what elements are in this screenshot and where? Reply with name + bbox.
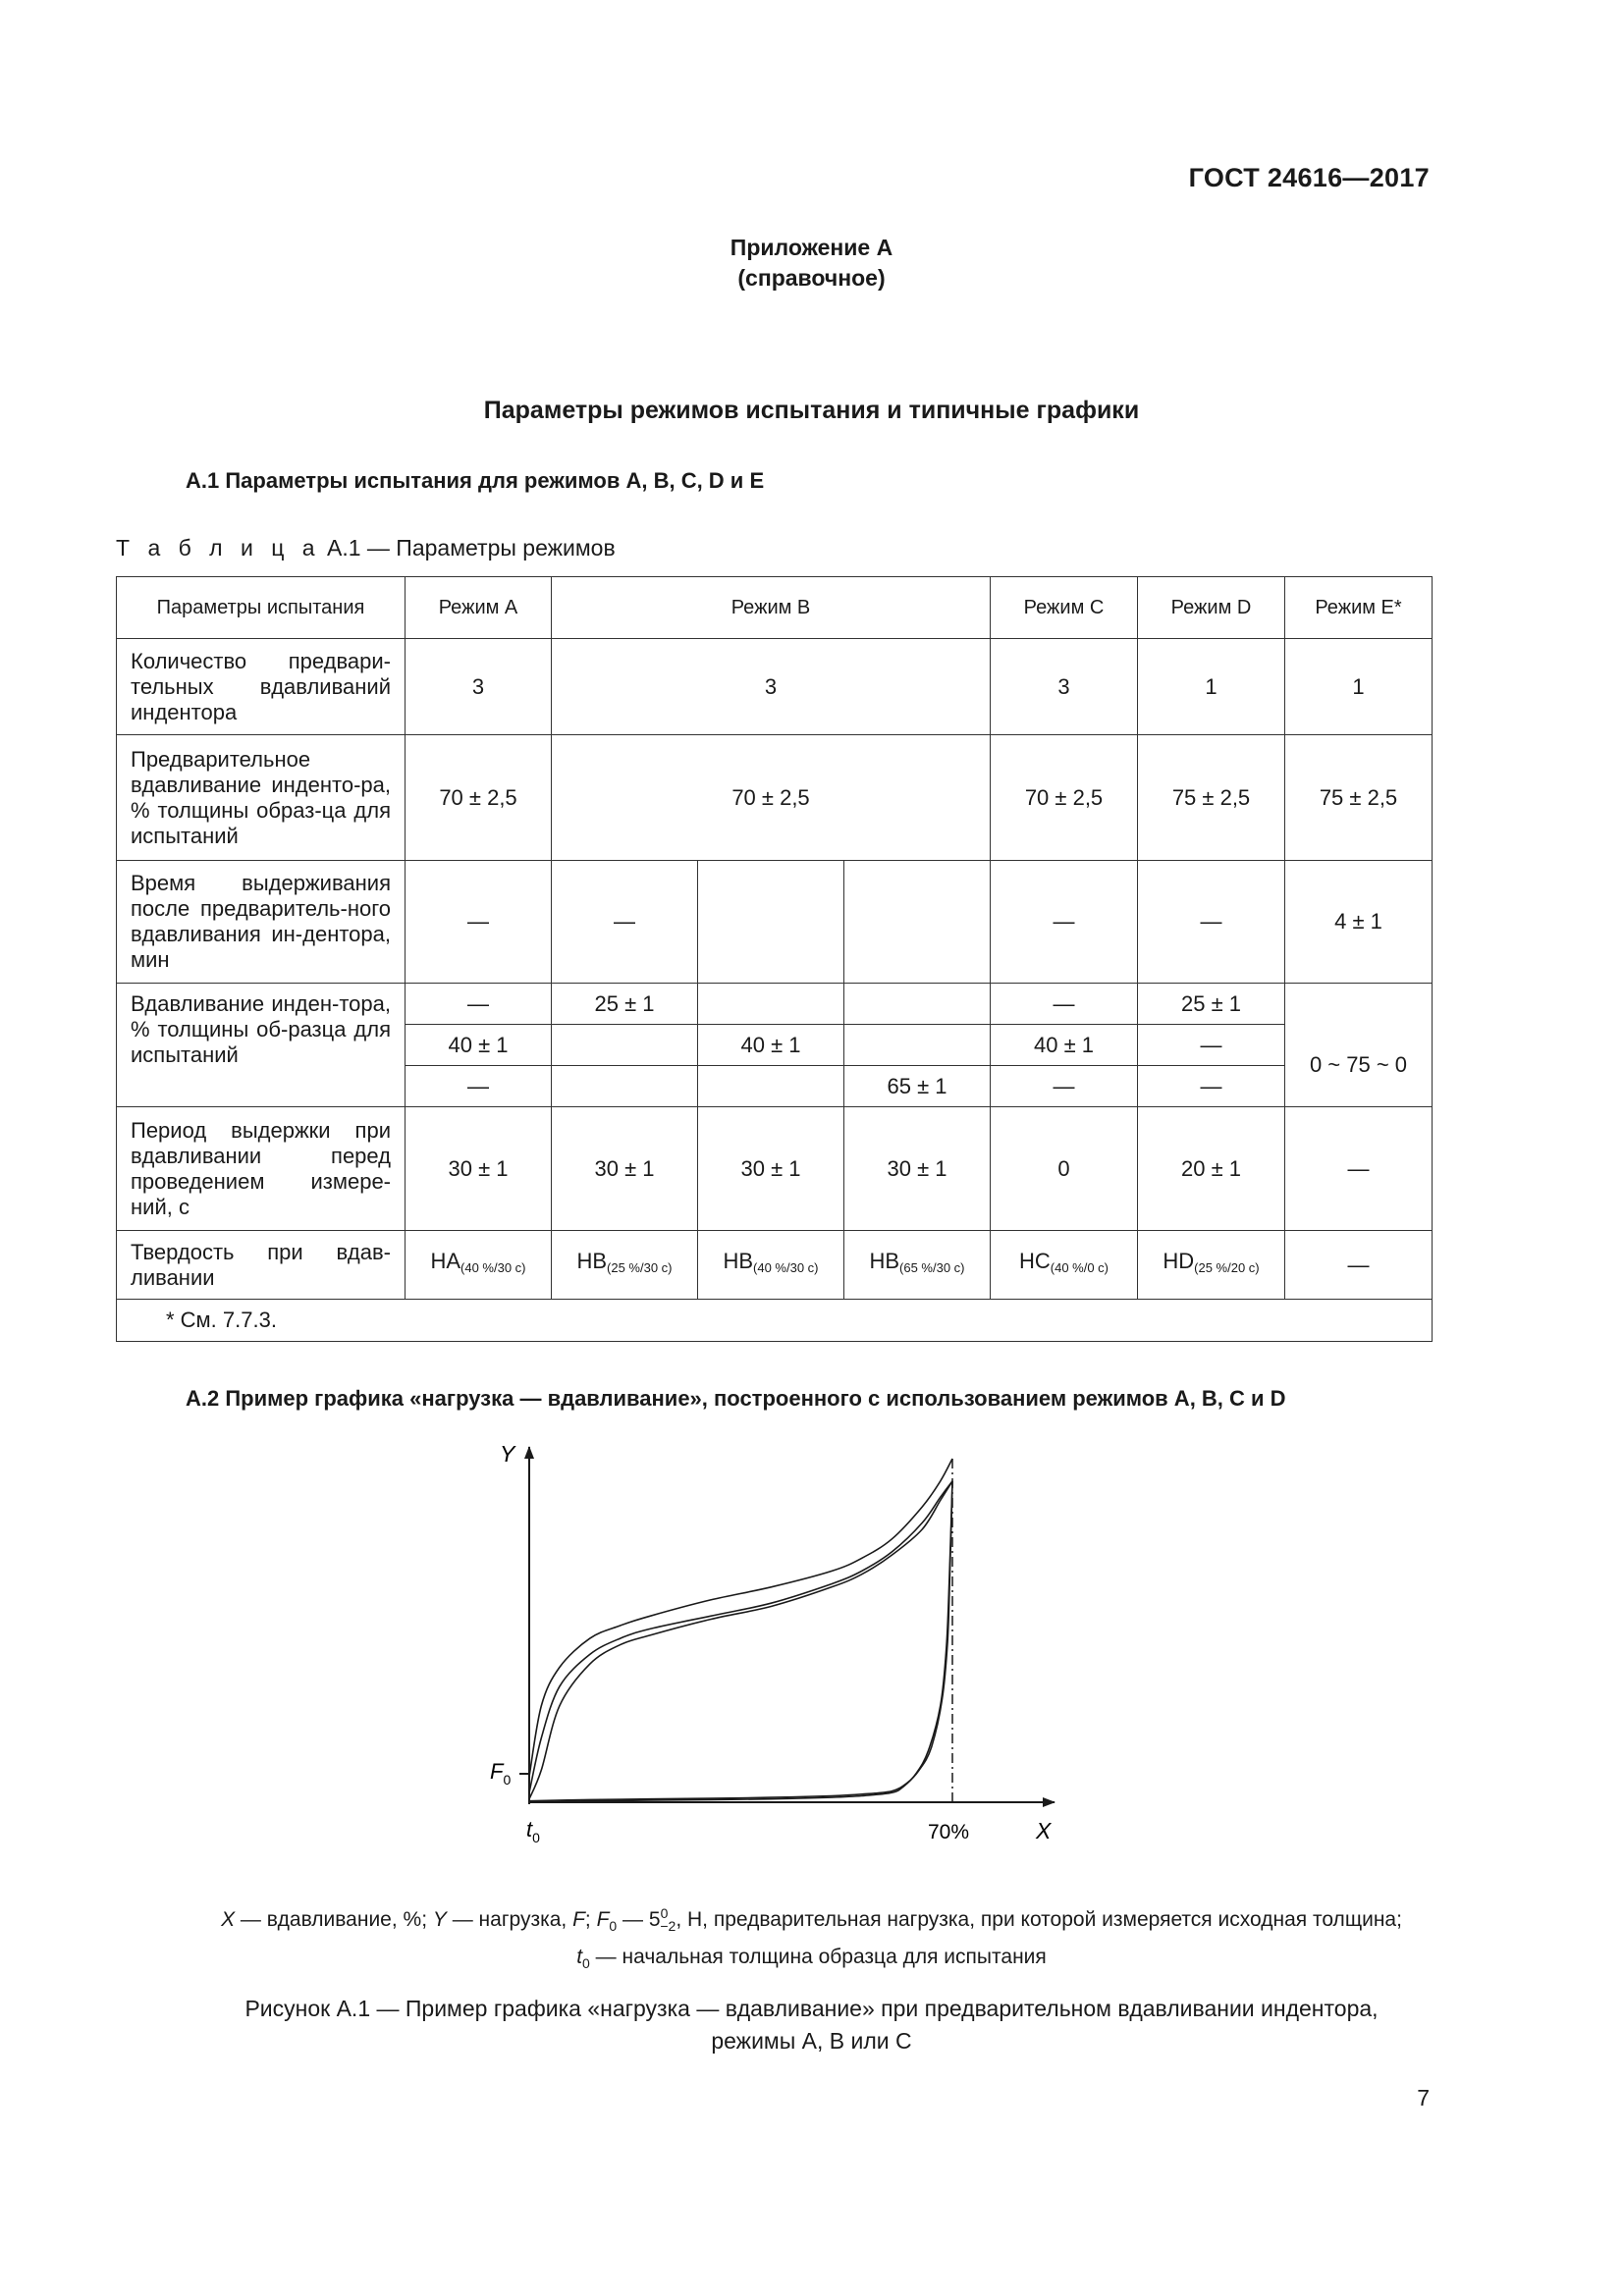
cell-indent-r2-d: — bbox=[1138, 1025, 1285, 1066]
page-number: 7 bbox=[1417, 2085, 1430, 2110]
cell-hold-d: — bbox=[1138, 861, 1285, 984]
row-label-pre: Предварительное вдавливание инденто-ра, % толщины образ-ца для испытаний bbox=[117, 735, 406, 861]
legend-f0-desc: , Н, предварительная нагрузка, при которой измеряется исходная толщина; bbox=[676, 1908, 1402, 1931]
chart-series-line-4 bbox=[529, 1481, 952, 1802]
y-marker-sub: 0 bbox=[503, 1772, 512, 1788]
cell-indent-r3-d: — bbox=[1138, 1066, 1285, 1107]
legend-t0-desc: — начальная толщина образца для испытания bbox=[589, 1946, 1047, 1969]
header-mode-a: Режим A bbox=[406, 577, 552, 639]
legend-f0-tol: −2 bbox=[660, 1918, 676, 1935]
legend-line-2 bbox=[0, 1942, 1623, 1979]
hardness-b2-sub: (40 %/30 c) bbox=[753, 1260, 819, 1275]
table-footnote: * См. 7.7.3. bbox=[117, 1300, 1433, 1342]
chart-series bbox=[529, 1459, 952, 1802]
section-title: Параметры режимов испытания и типичные графики bbox=[483, 397, 1140, 424]
cell-pre-b: 70 ± 2,5 bbox=[552, 735, 991, 861]
cell-indent-r2-a: 40 ± 1 bbox=[406, 1025, 552, 1066]
header-mode-d: Режим D bbox=[1138, 577, 1285, 639]
cell-hold-a: — bbox=[406, 861, 552, 984]
legend-f0-symbol: F bbox=[596, 1908, 610, 1931]
y-marker-symbol: F bbox=[490, 1759, 504, 1784]
x-origin-sub: 0 bbox=[532, 1830, 540, 1845]
chart-series-line-5 bbox=[529, 1481, 952, 1801]
cell-period-c: 0 bbox=[991, 1107, 1138, 1231]
row-label-hold: Время выдерживания после предваритель-ного вдавливания ин-дентора, мин bbox=[117, 861, 406, 984]
x-tick-70: 70% bbox=[928, 1821, 970, 1843]
chart-series-line-1 bbox=[529, 1459, 952, 1777]
cell-indent-r3-a: — bbox=[406, 1066, 552, 1107]
cell-count-e: 1 bbox=[1285, 639, 1433, 735]
y-marker-label bbox=[490, 1759, 511, 1788]
subsection-a1-title: А.1 Параметры испытания для режимов A, B, C, D и E bbox=[186, 468, 765, 493]
cell-period-a: 30 ± 1 bbox=[406, 1107, 552, 1231]
row-label-hardness: Твердость при вдав-ливании bbox=[117, 1231, 406, 1300]
header-mode-e: Режим E* bbox=[1285, 577, 1433, 639]
hardness-b1-symbol: HB bbox=[576, 1249, 608, 1273]
legend-f0-value: — 5 bbox=[617, 1908, 661, 1931]
cell-indent-e: 0 ~ 75 ~ 0 bbox=[1285, 1025, 1433, 1107]
hardness-b3-sub: (65 %/30 c) bbox=[899, 1260, 965, 1275]
cell-indent-r1-c: — bbox=[991, 984, 1138, 1025]
x-origin-label bbox=[526, 1817, 540, 1845]
figure-caption-line-1: Рисунок А.1 — Пример графика «нагрузка — вдавливание» при предварительном вдавливании индентора, bbox=[244, 1996, 1379, 2021]
cell-period-b3: 30 ± 1 bbox=[844, 1107, 991, 1231]
cell-count-a: 3 bbox=[406, 639, 552, 735]
hardness-d-symbol: HD bbox=[1163, 1249, 1195, 1273]
cell-period-b1: 30 ± 1 bbox=[552, 1107, 698, 1231]
cell-pre-a: 70 ± 2,5 bbox=[406, 735, 552, 861]
table-caption-text: А.1 — Параметры режимов bbox=[320, 535, 616, 561]
cell-period-d: 20 ± 1 bbox=[1138, 1107, 1285, 1231]
cell-period-b2: 30 ± 1 bbox=[698, 1107, 844, 1231]
legend-x-symbol: X bbox=[221, 1908, 236, 1931]
chart-series-line-3 bbox=[529, 1481, 952, 1799]
hardness-b1-sub: (25 %/30 c) bbox=[607, 1260, 673, 1275]
document-number: ГОСТ 24616—2017 bbox=[1188, 163, 1430, 192]
hardness-a-symbol: HA bbox=[430, 1249, 461, 1273]
header-params: Параметры испытания bbox=[117, 577, 406, 639]
legend-y-desc: — нагрузка, bbox=[446, 1908, 573, 1931]
cell-indent-r1-d: 25 ± 1 bbox=[1138, 984, 1285, 1025]
hardness-c-sub: (40 %/0 c) bbox=[1050, 1260, 1109, 1275]
subsection-a2-title: А.2 Пример графика «нагрузка — вдавливание», построенного с использованием режимов A, B, C и D bbox=[186, 1386, 1286, 1411]
legend-f-symbol: F bbox=[572, 1908, 585, 1931]
cell-indent-r1-b1: 25 ± 1 bbox=[552, 984, 698, 1025]
y-axis-label: Y bbox=[500, 1441, 515, 1467]
cell-pre-e: 75 ± 2,5 bbox=[1285, 735, 1433, 861]
cell-indent-r3-b3: 65 ± 1 bbox=[844, 1066, 991, 1107]
legend-f0-sup: 0 bbox=[660, 1905, 669, 1921]
header-mode-b: Режим B bbox=[552, 577, 991, 639]
figure-caption bbox=[0, 1993, 1623, 2057]
hardness-b3-symbol: HB bbox=[869, 1249, 900, 1273]
x-axis-label: X bbox=[1036, 1818, 1052, 1843]
hardness-c-symbol: HC bbox=[1018, 1249, 1051, 1273]
cell-indent-r1-a: — bbox=[406, 984, 552, 1025]
cell-hold-b1: — bbox=[552, 861, 698, 984]
row-label-period: Период выдержки при вдавливании перед проведением измере-ний, с bbox=[117, 1107, 406, 1231]
table-caption-prefix: Т а б л и ц а bbox=[116, 535, 321, 561]
cell-period-e: — bbox=[1285, 1107, 1433, 1231]
hardness-d-sub: (25 %/20 c) bbox=[1194, 1260, 1260, 1275]
legend-f0-sub: 0 bbox=[609, 1918, 618, 1935]
cell-indent-r2-b2: 40 ± 1 bbox=[698, 1025, 844, 1066]
cell-count-b: 3 bbox=[552, 639, 991, 735]
cell-count-d: 1 bbox=[1138, 639, 1285, 735]
figure-caption-line-2: режимы A, B или C bbox=[711, 2028, 912, 2054]
cell-pre-d: 75 ± 2,5 bbox=[1138, 735, 1285, 861]
cell-hardness-e: — bbox=[1285, 1231, 1433, 1300]
cell-indent-r3-c: — bbox=[991, 1066, 1138, 1107]
legend-sep: ; bbox=[584, 1908, 597, 1931]
cell-hold-c: — bbox=[991, 861, 1138, 984]
row-label-count: Количество предвари-тельных вдавливаний индентора bbox=[117, 639, 406, 735]
legend-x-desc: — вдавливание, %; bbox=[235, 1908, 433, 1931]
cell-pre-c: 70 ± 2,5 bbox=[991, 735, 1138, 861]
hardness-a-sub: (40 %/30 c) bbox=[460, 1260, 526, 1275]
cell-indent-r2-c: 40 ± 1 bbox=[991, 1025, 1138, 1066]
x-origin-symbol: t bbox=[526, 1817, 533, 1842]
legend-t0-symbol: t bbox=[576, 1946, 583, 1969]
chart-legend bbox=[0, 1898, 1623, 1979]
hardness-b2-symbol: HB bbox=[723, 1249, 754, 1273]
legend-line-1 bbox=[0, 1898, 1623, 1942]
cell-count-c: 3 bbox=[991, 639, 1138, 735]
row-label-indent: Вдавливание инден-тора, % толщины об-разца для испытаний bbox=[117, 984, 406, 1107]
legend-y-symbol: Y bbox=[432, 1908, 447, 1931]
cell-hold-e: 4 ± 1 bbox=[1285, 861, 1433, 984]
legend-t0-sub: 0 bbox=[582, 1955, 590, 1972]
appendix-title: Приложение А bbox=[730, 235, 893, 260]
appendix-subtitle: (справочное) bbox=[737, 265, 886, 291]
header-mode-c: Режим C bbox=[991, 577, 1138, 639]
